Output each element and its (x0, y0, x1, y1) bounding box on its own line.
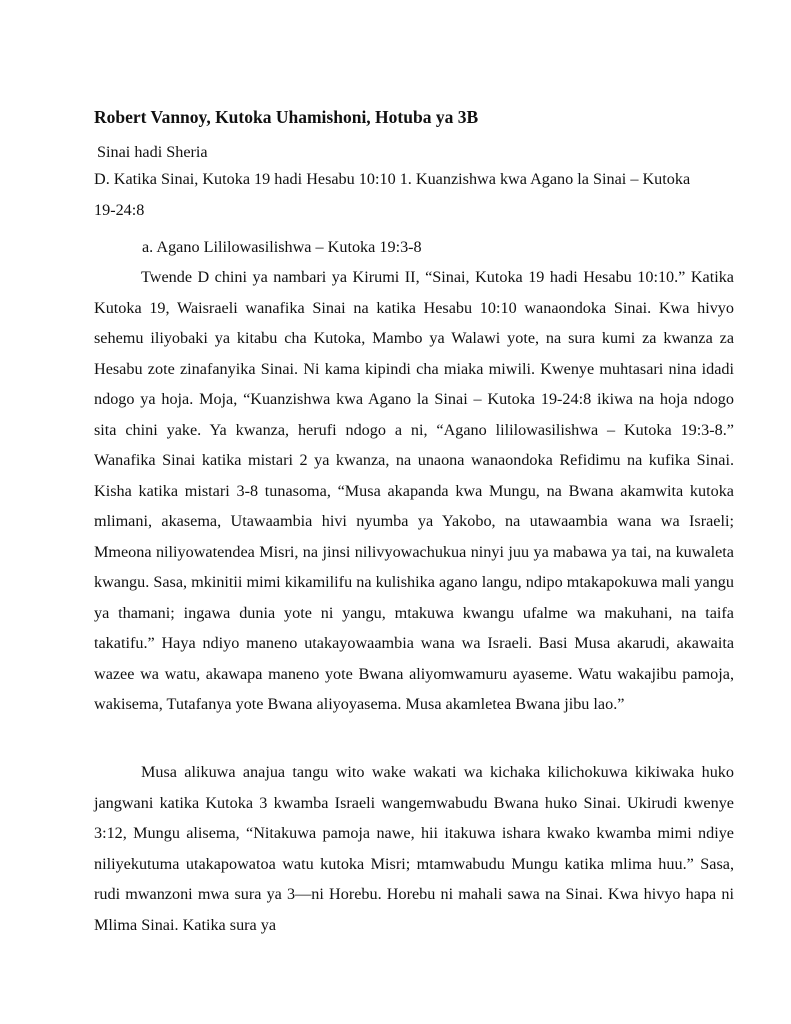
section-heading: D. Katika Sinai, Kutoka 19 hadi Hesabu 10:10 1. Kuanzishwa kwa Agano la Sinai – Kutoka 19-24:8 (94, 170, 691, 219)
document-title: Robert Vannoy, Kutoka Uhamishoni, Hotuba ya 3B (94, 107, 479, 127)
body-paragraph: Twende D chini ya nambari ya Kirumi II, “Sinai, Kutoka 19 hadi Hesabu 10:10.” Katika Kutoka 19, Waisraeli wanafika Sinai na katika Hesabu 10:10 wanaondoka Sinai. Kwa hivyo sehemu iliyobaki ya kitabu cha Kutoka, Mambo ya Walawi yote, na sura kumi za kwanza za Hesabu zote zinafanyika Sinai. Ni kama kipindi cha miaka miwili. Kwenye muhtasari nina idadi ndogo ya hoja. Moja, “Kuanzishwa kwa Agano la Sinai – Kutoka 19-24:8 ikiwa na hoja ndogo sita chini yake. Ya kwanza, herufi ndogo a ni, “Agano lililowasilishwa – Kutoka 19:3-8.” Wanafika Sinai katika mistari 2 ya kwanza, na unaona wanaondoka Refidimu na kufika Sinai. Kisha katika mistari 3-8 tunasoma, “Musa akapanda kwa Mungu, na Bwana akamwita kutoka mlimani, akasema, Utawaambia hivi nyumba ya Yakobo, na utawaambia wana wa Israeli; Mmeona niliyowatendea Misri, na jinsi nilivyowachukua ninyi juu ya mabawa ya tai, na kuwaleta kwangu. Sasa, mkinitii mimi kikamilifu na kulishika agano langu, ndipo mtakapokuwa mali yangu ya thamani; ingawa dunia yote ni yangu, mtakuwa kwangu ufalme wa makuhani, na taifa takatifu.” Haya ndiyo maneno utakayowaambia wana wa Israeli. Basi Musa akarudi, akawaita wazee wa watu, akawapa maneno yote Bwana aliyomwamuru ayaseme. Watu wakajibu pamoja, wakisema, Tutafanya yote Bwana aliyoyasema. Musa akamletea Bwana jibu lao.” (94, 268, 734, 713)
document-subtitle: Sinai hadi Sheria (97, 143, 208, 161)
body-paragraph: Musa alikuwa anajua tangu wito wake wakati wa kichaka kilichokuwa kikiwaka huko jangwani katika Kutoka 3 kwamba Israeli wangemwabudu Bwana huko Sinai. Ukirudi kwenye 3:12, Mungu alisema, “Nitakuwa pamoja nawe, hii itakuwa ishara kwako kwamba mimi ndiye niliyekutuma utakapowatoa watu kutoka Misri; mtamwabudu Mungu katika mlima huu.” Sasa, rudi mwanzoni mwa sura ya 3—ni Horebu. Horebu ni mahali sawa na Sinai. Kwa hivyo hapa ni Mlima Sinai. Katika sura ya (94, 763, 734, 934)
subsection-heading: a. Agano Lililowasilishwa – Kutoka 19:3-8 (142, 238, 422, 256)
